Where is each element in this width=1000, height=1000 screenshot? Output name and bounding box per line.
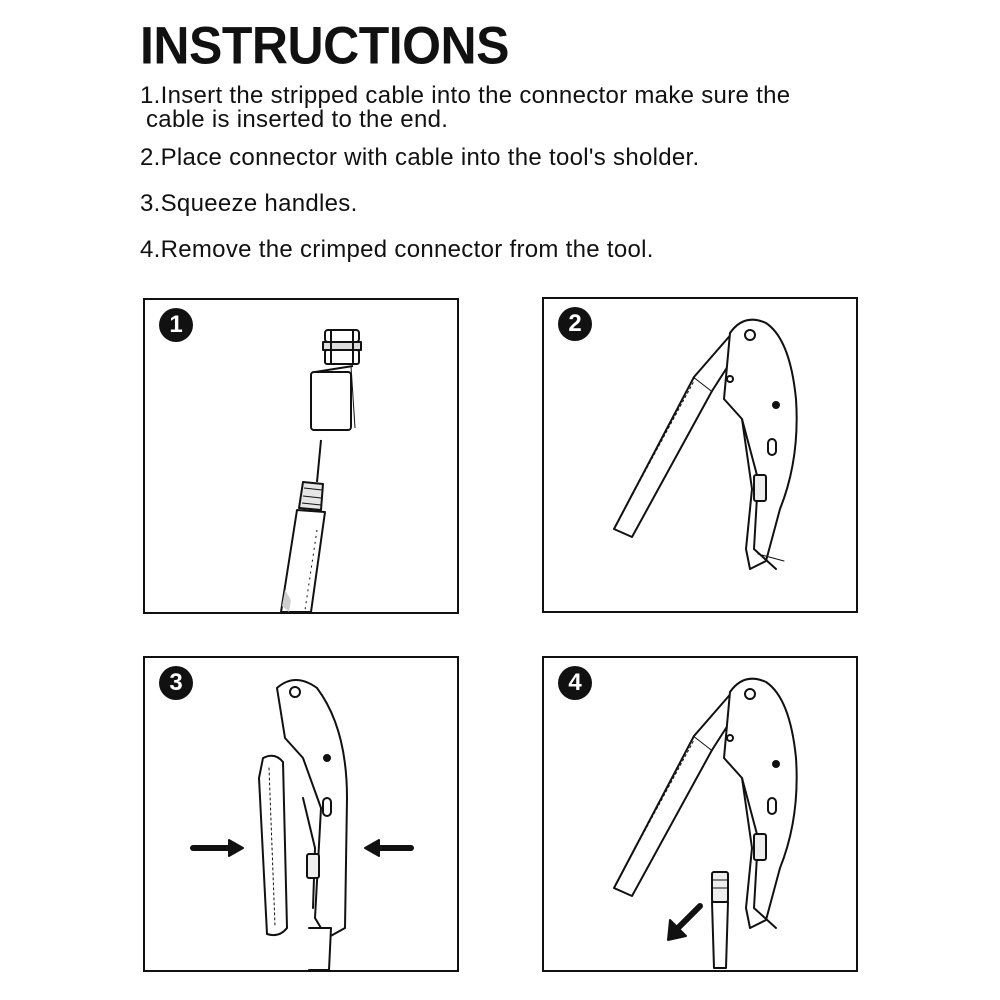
step-3-number-badge: 3: [159, 666, 193, 700]
remove-arrow-icon: [668, 906, 700, 940]
insert-cable-illustration: [145, 300, 457, 612]
squeeze-arrow-left-icon: [193, 840, 243, 856]
step-1-number-badge: 1: [159, 308, 193, 342]
instruction-step-4: 4.Remove the crimped connector from the tool.: [140, 236, 654, 263]
step-3-illustration-panel: [143, 656, 459, 972]
remove-connector-illustration: [544, 658, 856, 970]
place-connector-illustration: [544, 299, 856, 611]
instruction-step-1-line-2: cable is inserted to the end.: [146, 106, 449, 133]
step-2-number-badge: 2: [558, 307, 592, 341]
instruction-step-1-line-1: 1.Insert the stripped cable into the connector make sure the: [140, 82, 791, 109]
squeeze-handles-illustration: [145, 658, 457, 970]
step-1-illustration-panel: [143, 298, 459, 614]
page-title: INSTRUCTIONS: [140, 16, 509, 75]
step-2-illustration-panel: [542, 297, 858, 613]
crimp-tool-drawing: [614, 320, 797, 569]
crimped-connector-drawing: [712, 872, 728, 968]
instruction-step-2: 2.Place connector with cable into the tool's sholder.: [140, 144, 700, 171]
instruction-step-3: 3.Squeeze handles.: [140, 190, 358, 217]
squeeze-arrow-right-icon: [365, 840, 411, 856]
crimp-tool-closed-drawing: [259, 680, 347, 970]
step-4-illustration-panel: [542, 656, 858, 972]
crimp-tool-drawing: [614, 679, 797, 928]
instruction-step-1: [140, 84, 790, 132]
step-4-number-badge: 4: [558, 666, 592, 700]
cable-drawing: [281, 482, 325, 612]
connector-drawing: [311, 330, 361, 430]
